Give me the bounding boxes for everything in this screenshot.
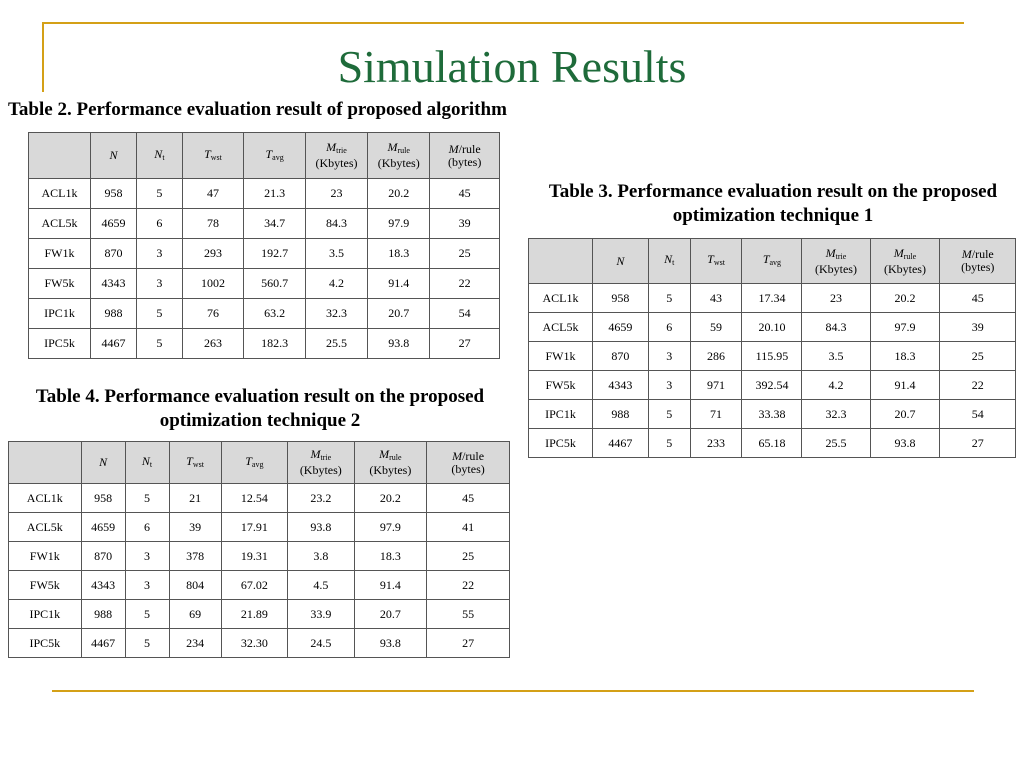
table-row	[29, 179, 500, 209]
row-label: FW5k	[9, 571, 82, 600]
row-label: ACL5k	[29, 209, 91, 239]
header-twst-sub: wst	[192, 459, 204, 469]
table-cell: 958	[592, 284, 648, 313]
table-cell: 4.2	[802, 371, 870, 400]
table-cell: 5	[125, 484, 169, 513]
header-mrule-sub: rule	[903, 251, 917, 261]
header-mtrie-sub: trie	[320, 453, 332, 462]
table-cell: 3	[648, 342, 690, 371]
row-label: ACL5k	[9, 513, 82, 542]
table3	[528, 238, 1016, 458]
table4-caption-line2: optimization technique 2	[159, 410, 361, 431]
table-cell: 27	[427, 629, 510, 658]
table-cell: 18.3	[368, 239, 430, 269]
table-cell: 76	[182, 299, 244, 329]
header-twst	[690, 239, 742, 284]
table-cell: 870	[81, 542, 125, 571]
table-cell: 4467	[81, 629, 125, 658]
table-cell: 33.38	[742, 400, 802, 429]
table-cell: 27	[940, 429, 1016, 458]
table-cell: 233	[690, 429, 742, 458]
table-cell: 43	[690, 284, 742, 313]
table-cell: 21.3	[244, 179, 306, 209]
table-cell: 263	[182, 329, 244, 359]
table-cell: 5	[125, 600, 169, 629]
table-cell: 93.8	[870, 429, 940, 458]
table-cell: 32.3	[305, 299, 367, 329]
header-mrule	[870, 239, 940, 284]
header-nt	[137, 133, 183, 179]
header-mrule	[368, 133, 430, 179]
table-cell: 20.7	[870, 400, 940, 429]
header-nt-sub: t	[672, 258, 675, 267]
table-cell: 25.5	[305, 329, 367, 359]
header-n	[90, 133, 136, 179]
table-cell: 19.31	[221, 542, 287, 571]
table-cell: 20.2	[870, 284, 940, 313]
table-cell: 20.7	[368, 299, 430, 329]
table-cell: 21.89	[221, 600, 287, 629]
table-cell: 55	[427, 600, 510, 629]
table-cell: 33.9	[288, 600, 354, 629]
table-cell: 870	[90, 239, 136, 269]
row-label: IPC5k	[9, 629, 82, 658]
table-row	[529, 284, 1016, 313]
table-cell: 97.9	[354, 513, 427, 542]
table-row	[529, 371, 1016, 400]
header-mtrie-unit: (Kbytes)	[814, 261, 857, 276]
table-row	[29, 239, 500, 269]
table-row	[29, 269, 500, 299]
table-cell: 5	[648, 429, 690, 458]
table-cell: 34.7	[244, 209, 306, 239]
table-cell: 1002	[182, 269, 244, 299]
table-row	[29, 299, 500, 329]
table-cell: 115.95	[742, 342, 802, 371]
table-cell: 63.2	[244, 299, 306, 329]
table-cell: 65.18	[742, 429, 802, 458]
table-row	[9, 571, 510, 600]
header-mrule-sub: rule	[397, 146, 410, 155]
table-cell: 18.3	[354, 542, 427, 571]
table-cell: 20.10	[742, 313, 802, 342]
table-cell: 6	[137, 209, 183, 239]
table-row	[9, 600, 510, 629]
table-row	[529, 400, 1016, 429]
row-label: IPC1k	[529, 400, 593, 429]
table-cell: 27	[430, 329, 500, 359]
header-nt-main: N	[154, 146, 163, 161]
table-cell: 18.3	[870, 342, 940, 371]
header-blank	[529, 239, 593, 284]
header-mrule-main: M	[379, 447, 390, 461]
table-cell: 45	[940, 284, 1016, 313]
table-cell: 17.34	[742, 284, 802, 313]
table-cell: 4467	[90, 329, 136, 359]
table2	[28, 132, 500, 359]
header-mtrie-unit: (Kbytes)	[299, 463, 342, 477]
row-label: FW5k	[529, 371, 593, 400]
table-cell: 69	[169, 600, 221, 629]
header-mper-unit: (bytes)	[448, 154, 482, 169]
row-label: IPC5k	[29, 329, 91, 359]
table-row	[9, 542, 510, 571]
header-mper-rest: /rule	[458, 141, 481, 156]
table-cell: 23.2	[288, 484, 354, 513]
header-mrule-unit: (Kbytes)	[883, 261, 926, 276]
header-tavg-main: T	[245, 453, 252, 468]
table-cell: 3	[648, 371, 690, 400]
table-cell: 958	[90, 179, 136, 209]
table-row	[29, 329, 500, 359]
row-label: FW1k	[529, 342, 593, 371]
table-cell: 192.7	[244, 239, 306, 269]
header-twst-main: T	[204, 146, 211, 161]
table-cell: 59	[690, 313, 742, 342]
table-cell: 22	[940, 371, 1016, 400]
table-cell: 4343	[81, 571, 125, 600]
table-cell: 3	[125, 571, 169, 600]
table-cell: 560.7	[244, 269, 306, 299]
table-cell: 4659	[90, 209, 136, 239]
table-cell: 25	[430, 239, 500, 269]
table-cell: 4467	[592, 429, 648, 458]
table-cell: 234	[169, 629, 221, 658]
table-cell: 54	[940, 400, 1016, 429]
table-cell: 91.4	[368, 269, 430, 299]
table-cell: 25.5	[802, 429, 870, 458]
table-cell: 988	[90, 299, 136, 329]
table-cell: 54	[430, 299, 500, 329]
table-row	[9, 629, 510, 658]
table3-caption	[528, 180, 1018, 228]
header-tavg-main: T	[265, 146, 273, 161]
header-mper-unit: (bytes)	[451, 461, 485, 476]
table-cell: 4.5	[288, 571, 354, 600]
table-cell: 25	[940, 342, 1016, 371]
table-cell: 84.3	[305, 209, 367, 239]
table-cell: 84.3	[802, 313, 870, 342]
header-nt-main: N	[141, 453, 150, 468]
header-mper	[940, 239, 1016, 284]
table-cell: 91.4	[354, 571, 427, 600]
table-cell: 5	[125, 629, 169, 658]
header-twst-sub: wst	[210, 152, 222, 162]
table-cell: 97.9	[368, 209, 430, 239]
table-cell: 4659	[592, 313, 648, 342]
table-cell: 988	[592, 400, 648, 429]
header-tavg-sub: avg	[769, 258, 782, 267]
table-cell: 91.4	[870, 371, 940, 400]
table-cell: 804	[169, 571, 221, 600]
header-mtrie-sub: trie	[336, 146, 347, 155]
header-n-label: N	[99, 455, 108, 469]
decorative-top-rule	[42, 22, 964, 24]
table-cell: 21	[169, 484, 221, 513]
table-cell: 20.7	[354, 600, 427, 629]
table-cell: 5	[648, 400, 690, 429]
header-twst	[182, 133, 244, 179]
table-cell: 3.8	[288, 542, 354, 571]
table-cell: 41	[427, 513, 510, 542]
header-tavg	[244, 133, 306, 179]
header-mper-rest: /rule	[462, 448, 485, 463]
header-mtrie	[305, 133, 367, 179]
header-nt	[648, 239, 690, 284]
header-mrule-sub: rule	[389, 453, 402, 462]
table-cell: 988	[81, 600, 125, 629]
table-cell: 870	[592, 342, 648, 371]
header-mrule-unit: (Kbytes)	[377, 156, 420, 170]
table-cell: 17.91	[221, 513, 287, 542]
header-n	[592, 239, 648, 284]
row-label: ACL1k	[9, 484, 82, 513]
row-label: IPC1k	[29, 299, 91, 329]
table2-caption: Table 2. Performance evaluation result of proposed algorithm	[8, 99, 507, 120]
table4	[8, 441, 510, 658]
table-cell: 5	[137, 179, 183, 209]
table-cell: 3	[137, 239, 183, 269]
header-mtrie	[802, 239, 870, 284]
table-cell: 4343	[592, 371, 648, 400]
decorative-bottom-rule	[52, 690, 974, 692]
header-mtrie-main: M	[825, 245, 836, 260]
table-cell: 12.54	[221, 484, 287, 513]
table-row	[529, 342, 1016, 371]
table4-caption-line1: Table 4. Performance evaluation result on the proposed	[35, 386, 485, 407]
header-mtrie-unit: (Kbytes)	[315, 156, 358, 170]
row-label: IPC1k	[9, 600, 82, 629]
header-n-label: N	[616, 253, 625, 268]
header-twst	[169, 442, 221, 484]
table-cell: 5	[648, 284, 690, 313]
header-mtrie-sub: trie	[835, 251, 847, 261]
header-nt-main: N	[664, 252, 673, 266]
table-cell: 32.3	[802, 400, 870, 429]
header-mper	[430, 133, 500, 179]
table-cell: 39	[169, 513, 221, 542]
table-cell: 39	[940, 313, 1016, 342]
table-cell: 4.2	[305, 269, 367, 299]
table-cell: 378	[169, 542, 221, 571]
table-cell: 23	[305, 179, 367, 209]
table-cell: 47	[182, 179, 244, 209]
header-twst-sub: wst	[713, 258, 725, 267]
row-label: FW1k	[29, 239, 91, 269]
table-row	[529, 429, 1016, 458]
table-cell: 3	[137, 269, 183, 299]
header-mper-main: M	[448, 141, 459, 156]
header-mper-unit: (bytes)	[961, 260, 995, 274]
table-cell: 22	[427, 571, 510, 600]
table-cell: 958	[81, 484, 125, 513]
table-row	[9, 484, 510, 513]
table-cell: 5	[137, 329, 183, 359]
table-cell: 67.02	[221, 571, 287, 600]
table-cell: 3.5	[802, 342, 870, 371]
table-cell: 4343	[90, 269, 136, 299]
table-cell: 20.2	[368, 179, 430, 209]
table-cell: 293	[182, 239, 244, 269]
header-n-label: N	[109, 148, 118, 162]
table-cell: 24.5	[288, 629, 354, 658]
header-blank	[9, 442, 82, 484]
row-label: FW1k	[9, 542, 82, 571]
header-n	[81, 442, 125, 484]
row-label: FW5k	[29, 269, 91, 299]
table-cell: 4659	[81, 513, 125, 542]
header-mrule-unit: (Kbytes)	[369, 463, 412, 477]
table-row	[29, 209, 500, 239]
header-mper-main: M	[452, 448, 463, 463]
row-label: ACL1k	[529, 284, 593, 313]
table-cell: 971	[690, 371, 742, 400]
table-cell: 97.9	[870, 313, 940, 342]
table3-caption-line1: Table 3. Performance evaluation result on the proposed	[548, 181, 998, 202]
header-tavg	[221, 442, 287, 484]
table-row	[529, 313, 1016, 342]
table-cell: 32.30	[221, 629, 287, 658]
header-mper-rest: /rule	[971, 247, 994, 261]
table-cell: 78	[182, 209, 244, 239]
table-cell: 71	[690, 400, 742, 429]
table-cell: 23	[802, 284, 870, 313]
header-mper	[427, 442, 510, 484]
table-cell: 182.3	[244, 329, 306, 359]
table-cell: 3	[125, 542, 169, 571]
table-cell: 39	[430, 209, 500, 239]
row-label: ACL5k	[529, 313, 593, 342]
table-cell: 286	[690, 342, 742, 371]
header-nt-sub: t	[149, 459, 153, 469]
header-mtrie-main: M	[326, 140, 337, 154]
table-cell: 6	[648, 313, 690, 342]
table-cell: 93.8	[354, 629, 427, 658]
table-cell: 45	[430, 179, 500, 209]
header-twst-main: T	[186, 453, 193, 468]
header-mper-main: M	[961, 247, 972, 261]
table3-caption-line2: optimization technique 1	[672, 205, 874, 226]
header-mtrie	[288, 442, 354, 484]
header-tavg-sub: avg	[251, 459, 264, 469]
table-cell: 392.54	[742, 371, 802, 400]
header-mtrie-main: M	[310, 447, 321, 461]
table-row	[9, 513, 510, 542]
row-label: IPC5k	[529, 429, 593, 458]
table4-caption	[8, 385, 512, 433]
table-cell: 45	[427, 484, 510, 513]
row-label: ACL1k	[29, 179, 91, 209]
slide-title: Simulation Results	[337, 41, 687, 92]
header-tavg-main: T	[762, 252, 770, 266]
table-cell: 93.8	[368, 329, 430, 359]
header-tavg-sub: avg	[272, 152, 284, 162]
table-cell: 20.2	[354, 484, 427, 513]
table-cell: 3.5	[305, 239, 367, 269]
header-nt	[125, 442, 169, 484]
table-cell: 5	[137, 299, 183, 329]
header-nt-sub: t	[162, 152, 165, 162]
header-tavg	[742, 239, 802, 284]
header-twst-main: T	[707, 252, 714, 266]
table-cell: 25	[427, 542, 510, 571]
header-mrule-main: M	[387, 140, 398, 154]
table-cell: 22	[430, 269, 500, 299]
header-blank	[29, 133, 91, 179]
header-mrule	[354, 442, 427, 484]
table-cell: 6	[125, 513, 169, 542]
header-mrule-main: M	[893, 245, 904, 260]
table-cell: 93.8	[288, 513, 354, 542]
